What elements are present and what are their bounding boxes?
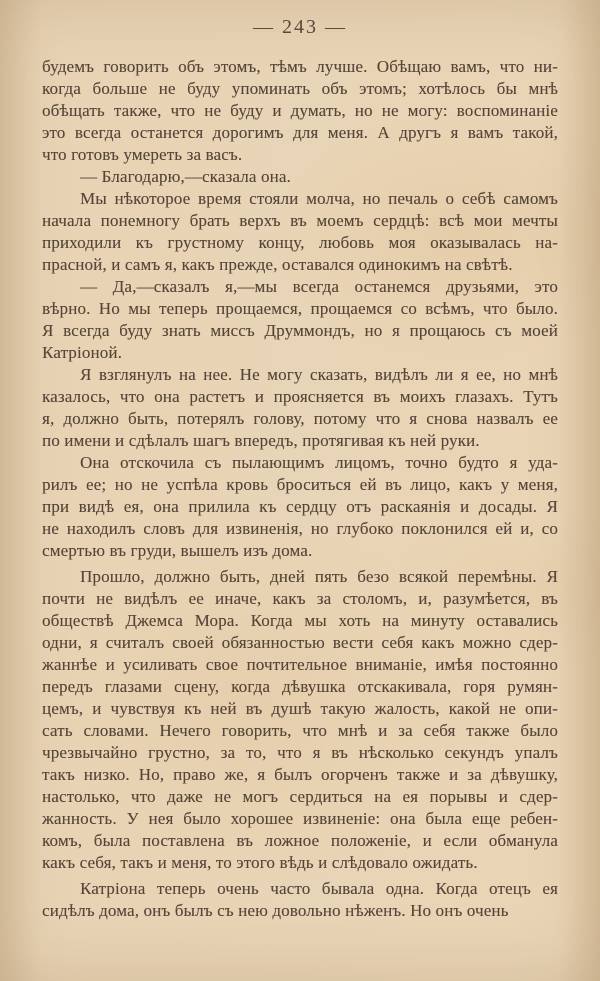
paragraph [42,188,558,276]
text-line: рилъ ее; но не успѣла кровь броситься ей въ лицо, какъ у меня, [42,475,558,494]
text-line: смертью въ груди, вышелъ изъ дома. [42,541,313,560]
text-line: Я всегда буду знать миссъ Друммондъ, но я прощаюсь съ моей [42,321,558,340]
text-line: обществѣ Джемса Мора. Когда мы хоть на минуту оставались [42,611,558,630]
text-block [42,56,558,922]
text-line: комъ, была поставлена въ ложное положеніе, и если обманула [42,831,558,850]
text-line: жаннѣе и усиливать свое почтительное вниманіе, имѣя постоянно [42,655,558,674]
text-line: передъ глазами сцену, когда дѣвушка отскакивала, горя румян- [42,677,558,696]
text-line: одни, я считалъ своей обязанностью вести себя какъ можно сдер- [42,633,558,652]
page-number: — 243 — [253,16,347,38]
paragraph [42,452,558,562]
text-line: почти не видѣлъ ее иначе, какъ за столомъ, и, разумѣется, въ [42,589,558,608]
paragraph [42,276,558,364]
text-line: по имени и сдѣлалъ шагъ впередъ, протягивая къ ней руки. [42,431,480,450]
text-line: что готовъ умереть за васъ. [42,145,243,164]
text-line: не находилъ словъ для извиненія, но глубоко поклонился ей и, со [42,519,558,538]
text-line: Прошло, должно быть, дней пять безо всякой перемѣны. Я [80,567,558,586]
text-line: такъ низко. Но, право же, я былъ огорченъ также и за дѣвушку, [42,765,558,784]
text-line: вѣрно. Но мы теперь прощаемся, прощаемся со всѣмъ, что было. [42,299,558,318]
text-line: настолько, что даже не могъ сердиться на ея порывы и сдер- [42,787,558,806]
paragraph [42,364,558,452]
text-line: какъ себя, такъ и меня, то этого вѣдь и слѣдовало ожидать. [42,853,478,872]
text-line: Катріоной. [42,343,123,362]
paragraph [42,566,558,874]
text-line: цемъ, и чувствуя къ ней въ душѣ такую жалость, какой не опи- [42,699,558,718]
text-line: начала понемногу брать верхъ въ моемъ сердцѣ: всѣ мои мечты [42,211,558,230]
text-line: казалось, что она растетъ и проясняется въ моихъ глазахъ. Тутъ [42,387,558,406]
text-line: чрезвычайно грустно, за то, что я въ нѣсколько секундъ упалъ [42,743,558,762]
text-line: жанность. У нея было хорошее извиненіе: она была еще ребен- [42,809,558,828]
paragraph [42,878,558,922]
text-line: Она отскочила съ пылающимъ лицомъ, точно будто я уда- [80,453,558,472]
text-line: — Благодарю,—сказала она. [80,167,291,186]
text-line: при видѣ ея, она прилила къ сердцу отъ раскаянія и досады. Я [42,497,558,516]
text-line: приходили къ грустному концу, любовь моя оказывалась на- [42,233,558,252]
text-line: — Да,—сказалъ я,—мы всегда останемся друзьями, это [80,277,558,296]
text-line: прасной, и самъ я, какъ прежде, оставался одинокимъ на свѣтѣ. [42,255,513,274]
text-line: я, должно быть, потерялъ голову, потому что я снова назвалъ ее [42,409,558,428]
paragraph [42,56,558,166]
paragraph [42,166,558,188]
text-line: сать словами. Нечего говорить, что мнѣ и за себя также было [42,721,558,740]
text-line: когда больше не буду упоминать объ этомъ; хотѣлось бы мнѣ [42,79,558,98]
text-line: Я взглянулъ на нее. Не могу сказать, видѣлъ ли я ее, но мнѣ [80,365,558,384]
text-line: это всегда останется дорогимъ для меня. А другъ я вамъ такой, [42,123,558,142]
text-line: обѣщать также, что не буду и думать, но не могу: воспоминаніе [42,101,558,120]
text-line: Мы нѣкоторое время стояли молча, но печаль о себѣ самомъ [80,189,558,208]
text-line: Катріона теперь очень часто бывала одна. Когда отецъ ея [80,879,558,898]
text-line: сидѣлъ дома, онъ былъ съ нею довольно нѣженъ. Но онъ очень [42,901,509,920]
text-line: будемъ говорить объ этомъ, тѣмъ лучше. Обѣщаю вамъ, что ни- [42,57,558,76]
